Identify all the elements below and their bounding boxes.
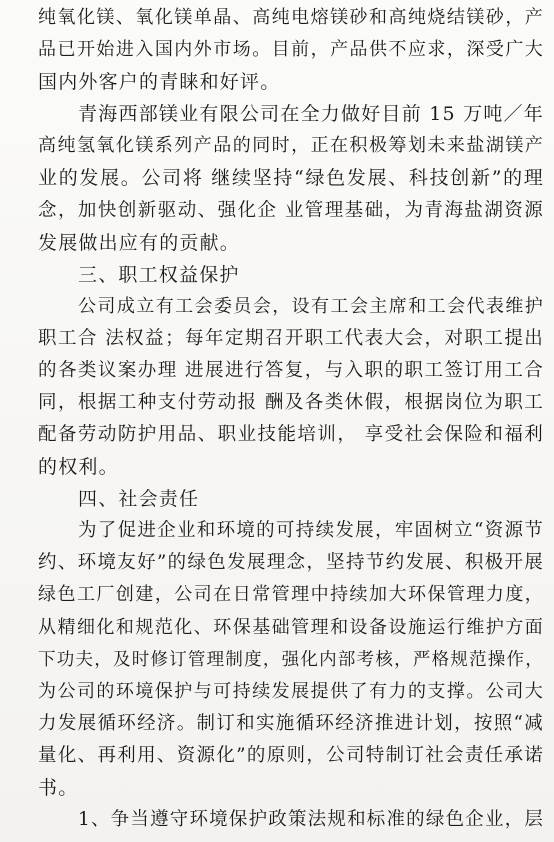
- text-line: 为公司的环境保护与可持续发展提供了有力的支撑。公司大: [38, 680, 544, 702]
- list-item: 1、争当遵守环境保护政策法规和标准的绿色企业，层: [78, 809, 545, 830]
- text-line: 力发展循环经济。制订和实施循环经济推进计划，按照“减: [38, 712, 544, 734]
- paragraph-first-line: 青海西部镁业有限公司在全力做好目前 15 万吨／年: [78, 103, 544, 126]
- text-line: 业的发展。公司将 继续坚持“绿色发展、科技创新”的理: [38, 167, 544, 190]
- text-line: 配备劳动防护用品、职业技能培训， 享受社会保险和福利: [38, 424, 544, 445]
- text-line: 的各类议案办理 进展进行答复，与入职的职工签订用工合: [38, 359, 544, 381]
- paragraph-first-line: 公司成立有工会委员会，设有工会主席和工会代表维护: [78, 295, 544, 317]
- section-heading: 四、社会责任: [78, 488, 200, 511]
- text-line: 高纯氢氧化镁系列产品的同时，正在积极筹划未来盐湖镁产: [38, 135, 544, 157]
- text-line: 绿色工厂创建，公司在日常管理中持续加大环保管理力度，: [38, 584, 544, 606]
- section-heading: 三、职工权益保护: [78, 263, 240, 286]
- text-line: 纯氧化镁、氧化镁单晶、高纯电熔镁砂和高纯烧结镁砂，产: [38, 7, 544, 28]
- text-line: 发展做出应有的贡献。: [38, 231, 241, 254]
- paragraph-first-line: 为了促进企业和环境的可持续发展，牢固树立“资源节: [78, 520, 544, 542]
- text-line: 约、环境友好”的绿色发展理念，坚持节约发展、积极开展: [38, 552, 544, 574]
- text-line: 量化、再利用、资源化”的原则，公司特制订社会责任承诺: [38, 744, 544, 766]
- text-line: 下功夫，及时修订管理制度，强化内部考核，严格规范操作，: [38, 649, 544, 670]
- text-line: 的权利。: [38, 456, 119, 479]
- text-line: 职工合 法权益；每年定期召开职工代表大会，对职工提出: [38, 327, 544, 349]
- text-line: 品已开始进入国内外市场。目前，产品供不应求，深受广大: [38, 39, 544, 61]
- text-line: 念，加快创新驱动、强化企 业管理基础，为青海盐湖资源: [38, 199, 544, 221]
- text-line: 国内外客户的青睐和好评。: [38, 71, 281, 94]
- text-line: 书。: [38, 776, 79, 799]
- text-line: 从精细化和规范化、环保基础管理和设备设施运行维护方面: [38, 616, 544, 638]
- text-line: 同，根据工种支付劳动报 酬及各类休假，根据岗位为职工: [38, 392, 544, 413]
